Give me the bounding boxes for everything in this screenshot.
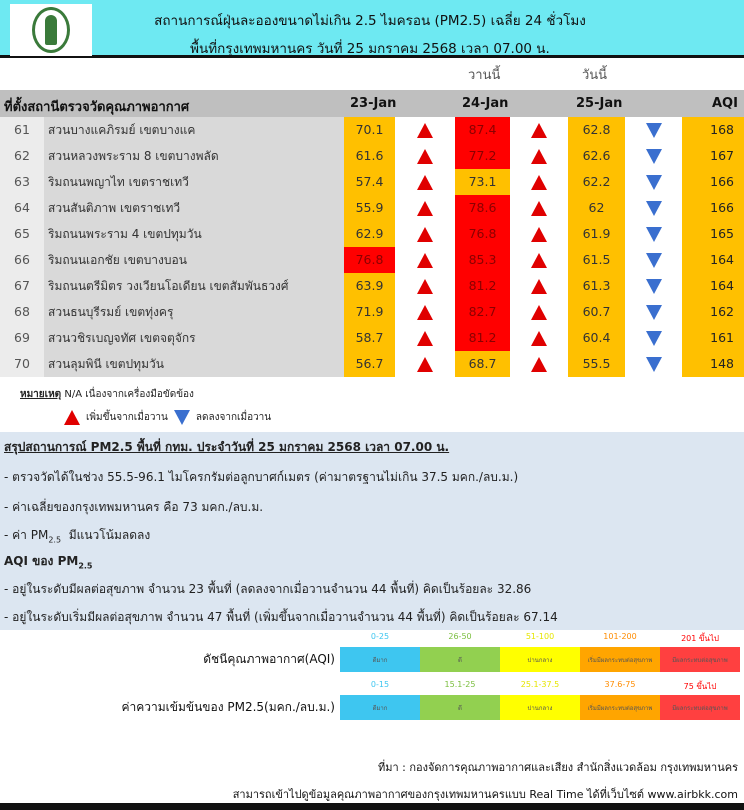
level-band: ปานกลาง — [500, 647, 580, 672]
station-name: ริมถนนพระราม 4 เขตปทุมวัน — [44, 221, 344, 247]
trend — [625, 299, 682, 325]
note-label: หมายเหตุ — [20, 389, 62, 400]
range-label: 51-100 — [525, 632, 555, 641]
up-triangle-icon — [531, 201, 547, 216]
station-number: 70 — [0, 351, 44, 377]
summary-line: - ค่าเฉลี่ยของกรุงเทพมหานคร คือ 73 มคก./ลบ.ม. — [4, 500, 264, 514]
down-triangle-icon — [646, 279, 662, 294]
summary-line: - อยู่ในระดับมีผลต่อสุขภาพ จำนวน 23 พื้นที่ (ลดลงจากเมื่อวานจำนวน 44 พื้นที่) คิดเป็นร้อยละ 32.86 — [4, 582, 532, 596]
value-25jan: 61.3 — [568, 273, 625, 299]
trend — [395, 221, 455, 247]
summary-section — [0, 432, 744, 630]
range-label: 26-50 — [448, 632, 472, 641]
scale-label: ดัชนีคุณภาพอากาศ(AQI) — [203, 652, 335, 666]
legend-up-label: เพิ่มขึ้นจากเมื่อวาน — [86, 412, 168, 423]
table-row — [0, 221, 744, 247]
aqi-value: 165 — [682, 221, 744, 247]
trend — [510, 221, 568, 247]
table-row — [0, 325, 744, 351]
aqi-value: 166 — [682, 195, 744, 221]
col-station: ที่ตั้งสถานีตรวจวัดคุณภาพอากาศ — [4, 100, 190, 115]
value-23jan: 70.1 — [344, 117, 395, 143]
station-number: 65 — [0, 221, 44, 247]
source-text: ที่มา : กองจัดการคุณภาพอากาศและเสียง สำนักสิ่งแวดล้อม กรุงเทพมหานคร — [377, 761, 738, 774]
yesterday-label: วานนี้ — [468, 68, 501, 83]
station-name: ริมถนนเอกชัย เขตบางบอน — [44, 247, 344, 273]
station-number: 61 — [0, 117, 44, 143]
legend-down-label: ลดลงจากเมื่อวาน — [195, 412, 272, 423]
down-triangle-icon — [646, 201, 662, 216]
range-label: 101-200 — [603, 632, 637, 641]
level-band: มีผลกระทบต่อสุขภาพ — [660, 695, 740, 720]
bma-logo — [10, 4, 92, 56]
up-triangle-icon — [417, 305, 433, 320]
value-24jan: 81.2 — [455, 325, 510, 351]
value-23jan: 62.9 — [344, 221, 395, 247]
up-triangle-icon — [417, 279, 433, 294]
value-23jan: 71.9 — [344, 299, 395, 325]
aqi-title — [4, 552, 740, 571]
aqi-value: 168 — [682, 117, 744, 143]
trend — [510, 247, 568, 273]
value-23jan: 58.7 — [344, 325, 395, 351]
value-23jan: 56.7 — [344, 351, 395, 377]
text: 2.5 — [48, 535, 62, 545]
bottom-border — [0, 803, 744, 810]
up-triangle-icon — [531, 279, 547, 294]
value-23jan: 55.9 — [344, 195, 395, 221]
aqi-scale — [0, 632, 744, 672]
trend — [510, 195, 568, 221]
level-band: ดีมาก — [340, 695, 420, 720]
realtime-link-text: สามารถเข้าไปดูข้อมูลคุณภาพอากาศของกรุงเทพมหานครแบบ Real Time ได้ที่เว็บไซต์ www.airbkk.com — [232, 788, 738, 801]
up-triangle-icon — [531, 305, 547, 320]
table-header — [0, 90, 744, 117]
trend — [625, 169, 682, 195]
up-triangle-icon — [417, 357, 433, 372]
down-triangle-icon — [646, 149, 662, 164]
trend — [510, 325, 568, 351]
up-triangle-icon — [417, 253, 433, 268]
aqi-value: 162 — [682, 299, 744, 325]
value-24jan: 73.1 — [455, 169, 510, 195]
value-24jan: 85.3 — [455, 247, 510, 273]
trend — [395, 169, 455, 195]
trend — [510, 169, 568, 195]
up-triangle-icon — [531, 149, 547, 164]
value-23jan: 63.9 — [344, 273, 395, 299]
station-name: สวนธนบุรีรมย์ เขตทุ่งครุ — [44, 299, 344, 325]
up-triangle-icon — [417, 123, 433, 138]
aqi-value: 167 — [682, 143, 744, 169]
text: 2.5 — [78, 561, 93, 571]
range-label: 201 ขึ้นไป — [681, 634, 719, 643]
value-25jan: 62.6 — [568, 143, 625, 169]
range-label: 37.6-75 — [604, 680, 636, 689]
trend — [510, 299, 568, 325]
range-label: 25.1-37.5 — [520, 680, 560, 689]
trend — [510, 143, 568, 169]
trend — [395, 143, 455, 169]
up-triangle-icon — [531, 331, 547, 346]
up-triangle-icon — [417, 331, 433, 346]
down-triangle-icon — [646, 175, 662, 190]
value-25jan: 60.7 — [568, 299, 625, 325]
level-band: ดีมาก — [340, 647, 420, 672]
station-name: สวนสันติภาพ เขตราชเทวี — [44, 195, 344, 221]
trend — [625, 325, 682, 351]
down-triangle-icon — [646, 331, 662, 346]
trend-legend — [64, 410, 271, 425]
up-triangle-icon — [531, 253, 547, 268]
note-text: N/A เนื่องจากเครื่องมือขัดข้อง — [64, 389, 194, 400]
aqi-value: 164 — [682, 247, 744, 273]
trend — [625, 351, 682, 377]
level-band: เริ่มมีผลกระทบต่อสุขภาพ — [580, 695, 660, 720]
level-band: ดี — [420, 695, 500, 720]
table-row — [0, 195, 744, 221]
value-25jan: 61.5 — [568, 247, 625, 273]
station-number: 67 — [0, 273, 44, 299]
title-line2: พื้นที่กรุงเทพมหานคร วันที่ 25 มกราคม 2568 เวลา 07.00 น. — [190, 41, 550, 57]
value-25jan: 60.4 — [568, 325, 625, 351]
table-row — [0, 143, 744, 169]
col-25jan: 25-Jan — [576, 96, 623, 111]
up-triangle-icon — [64, 410, 80, 425]
trend — [395, 351, 455, 377]
summary-title: สรุปสถานการณ์ PM2.5 พื้นที่ กทม. ประจำวันที่ 25 มกราคม 2568 เวลา 07.00 น. — [4, 440, 450, 454]
range-label: 0-15 — [370, 680, 390, 689]
trend — [395, 273, 455, 299]
text: - ค่า PM — [4, 528, 49, 542]
station-number: 69 — [0, 325, 44, 351]
trend — [395, 195, 455, 221]
pm25-scale — [0, 680, 744, 720]
value-24jan: 77.2 — [455, 143, 510, 169]
down-triangle-icon — [646, 357, 662, 372]
table-row — [0, 273, 744, 299]
table-row — [0, 117, 744, 143]
level-band: มีผลกระทบต่อสุขภาพ — [660, 647, 740, 672]
value-24jan: 87.4 — [455, 117, 510, 143]
title-line1: สถานการณ์ฝุ่นละอองขนาดไม่เกิน 2.5 ไมครอน (PM2.5) เฉลี่ย 24 ชั่วโมง — [154, 13, 586, 29]
station-name: สวนวชิรเบญจทัศ เขตจตุจักร — [44, 325, 344, 351]
station-name: ริมถนนพญาไท เขตราชเทวี — [44, 169, 344, 195]
down-triangle-icon — [174, 410, 190, 425]
text: AQI ของ PM — [4, 554, 79, 568]
scale-label: ค่าความเข้มข้นของ PM2.5(มคก./ลบ.ม.) — [121, 700, 335, 714]
value-25jan: 62 — [568, 195, 625, 221]
station-number: 66 — [0, 247, 44, 273]
note — [20, 387, 194, 402]
summary-line: - ตรวจวัดได้ในช่วง 55.5-96.1 ไมโครกรัมต่อลูกบาศก์เมตร (ค่ามาตรฐานไม่เกิน 37.5 มคก./ลบ.ม.) — [4, 470, 519, 484]
summary-line — [4, 526, 740, 545]
range-label: 75 ขึ้นไป — [683, 682, 717, 691]
station-name: สวนบางแคภิรมย์ เขตบางแค — [44, 117, 344, 143]
aqi-value: 166 — [682, 169, 744, 195]
down-triangle-icon — [646, 227, 662, 242]
up-triangle-icon — [531, 175, 547, 190]
trend — [395, 117, 455, 143]
up-triangle-icon — [417, 227, 433, 242]
trend — [510, 351, 568, 377]
trend — [510, 117, 568, 143]
table-row — [0, 169, 744, 195]
trend — [625, 117, 682, 143]
trend — [625, 273, 682, 299]
value-24jan: 81.2 — [455, 273, 510, 299]
down-triangle-icon — [646, 253, 662, 268]
level-band: ปานกลาง — [500, 695, 580, 720]
range-label: 15.1-25 — [444, 680, 476, 689]
range-label: 0-25 — [370, 632, 390, 641]
table-row — [0, 351, 744, 377]
col-23jan: 23-Jan — [350, 96, 397, 111]
aqi-value: 148 — [682, 351, 744, 377]
trend — [395, 247, 455, 273]
station-number: 64 — [0, 195, 44, 221]
station-name: ริมถนนตรีมิตร วงเวียนโอเดียน เขตสัมพันธวงศ์ — [44, 273, 344, 299]
down-triangle-icon — [646, 305, 662, 320]
station-number: 63 — [0, 169, 44, 195]
station-number: 62 — [0, 143, 44, 169]
col-aqi: AQI — [712, 96, 738, 111]
summary-line: - อยู่ในระดับเริ่มมีผลต่อสุขภาพ จำนวน 47 พื้นที่ (เพิ่มขึ้นจากเมื่อวานจำนวน 44 พื้นที่) คิดเป็นร้อยละ 67.14 — [4, 610, 558, 624]
aqi-value: 164 — [682, 273, 744, 299]
value-25jan: 55.5 — [568, 351, 625, 377]
up-triangle-icon — [531, 123, 547, 138]
station-name: สวนหลวงพระราม 8 เขตบางพลัด — [44, 143, 344, 169]
value-24jan: 76.8 — [455, 221, 510, 247]
station-name: สวนลุมพินี เขตปทุมวัน — [44, 351, 344, 377]
value-24jan: 78.6 — [455, 195, 510, 221]
trend — [625, 247, 682, 273]
value-23jan: 76.8 — [344, 247, 395, 273]
trend — [395, 325, 455, 351]
level-band: ดี — [420, 647, 500, 672]
report-header — [0, 0, 744, 58]
trend — [510, 273, 568, 299]
down-triangle-icon — [646, 123, 662, 138]
aqi-value: 161 — [682, 325, 744, 351]
value-25jan: 61.9 — [568, 221, 625, 247]
value-23jan: 57.4 — [344, 169, 395, 195]
up-triangle-icon — [417, 201, 433, 216]
trend — [625, 143, 682, 169]
level-band: เริ่มมีผลกระทบต่อสุขภาพ — [580, 647, 660, 672]
value-25jan: 62.2 — [568, 169, 625, 195]
up-triangle-icon — [417, 175, 433, 190]
trend — [625, 221, 682, 247]
value-25jan: 62.8 — [568, 117, 625, 143]
table-row — [0, 299, 744, 325]
up-triangle-icon — [417, 149, 433, 164]
up-triangle-icon — [531, 357, 547, 372]
station-number: 68 — [0, 299, 44, 325]
value-23jan: 61.6 — [344, 143, 395, 169]
text: มีแนวโน้มลดลง — [68, 528, 151, 542]
trend — [395, 299, 455, 325]
value-24jan: 68.7 — [455, 351, 510, 377]
table-row — [0, 247, 744, 273]
trend — [625, 195, 682, 221]
today-label: วันนี้ — [582, 68, 608, 83]
col-24jan: 24-Jan — [462, 96, 509, 111]
up-triangle-icon — [531, 227, 547, 242]
value-24jan: 82.7 — [455, 299, 510, 325]
